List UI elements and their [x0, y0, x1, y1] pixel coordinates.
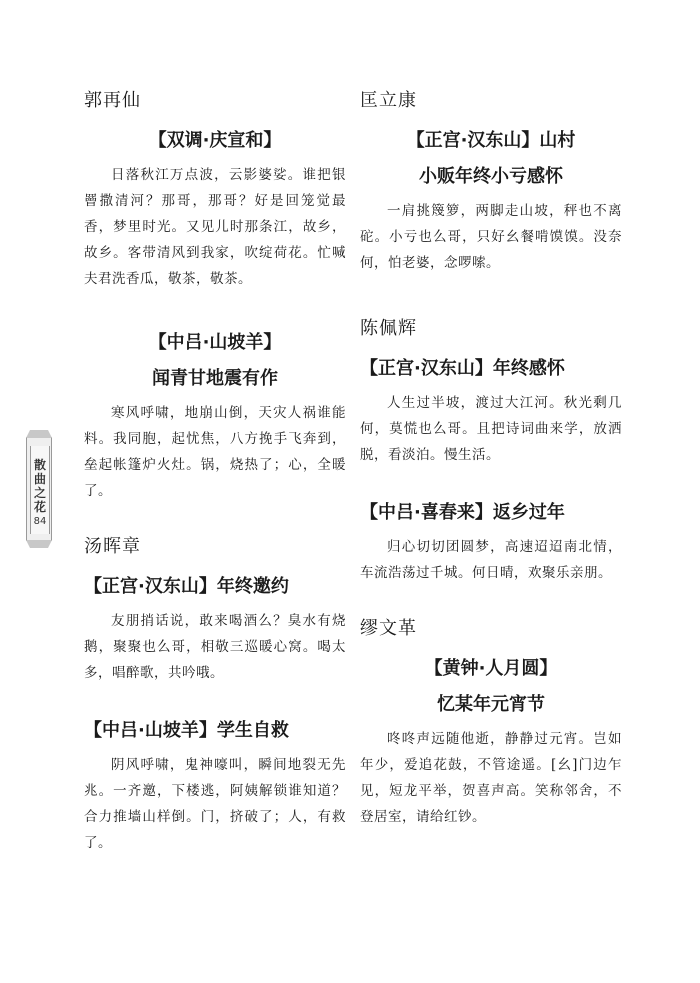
poem-title: 【中吕·喜春来】返乡过年: [360, 502, 565, 523]
author-name: 郭再仙: [84, 90, 141, 111]
poem-body: 归心切切团圆梦，高速迢迢南北情，车流浩荡过千城。何日晴，欢聚乐亲朋。: [360, 539, 622, 581]
poem-title: 【正宫·汉东山】年终感怀: [360, 358, 565, 379]
book-section-label: [31, 458, 49, 514]
poem-title: 【正宫·汉东山】山村: [406, 130, 576, 151]
poem-title: 【双调·庆宣和】: [148, 130, 282, 151]
section-char: 花: [33, 500, 46, 514]
poem-title: 【正宫·汉东山】年终邀约: [84, 576, 289, 597]
poem-body: 友朋捎话说，敢来喝酒么？臭水有烧鹅，聚聚也么哥，相敬三巡暖心窝。喝太多，唱醉歌，共吟哦。: [84, 613, 346, 681]
poem-block: [360, 616, 622, 830]
poem-body: 寒风呼啸，地崩山倒，天灾人祸谁能料。我同胞，起忧焦，八方挽手飞奔到，垒起帐篷炉火灶。锅，烧热了；心，全暖了。: [84, 405, 346, 499]
poem-block: [84, 716, 346, 856]
poem-subtitle: 忆某年元宵节: [437, 694, 545, 715]
tab-inner-frame: [30, 446, 50, 534]
right-column: [360, 88, 622, 830]
poem-body: 人生过半坡，渡过大江河。秋光剩几何，莫慌也么哥。且把诗词曲来学，放洒脱，看淡泊。慢生活。: [360, 395, 622, 463]
author-name: 陈佩辉: [360, 318, 417, 339]
author-name: 汤晖章: [84, 536, 141, 557]
poem-block: [360, 498, 622, 586]
poem-block: [360, 88, 622, 276]
poem-body: 阴风呼啸，鬼神嚎叫，瞬间地裂无先兆。一齐邀，下楼逃，阿姨解锁谁知道？合力推墙山样倒。门，挤破了；人，有救了。: [84, 757, 346, 851]
tab-cap-top: [26, 430, 52, 438]
poem-title: 【黄钟·人月圆】: [424, 658, 558, 679]
poem-block: [360, 316, 622, 468]
poem-subtitle: 小贩年终小亏感怀: [419, 166, 563, 187]
author-name: 匡立康: [360, 90, 417, 111]
section-char: 曲: [33, 472, 46, 486]
poem-block: [84, 88, 346, 292]
page-side-tab: [26, 437, 52, 541]
author-name: 缪文革: [360, 618, 417, 639]
poem-subtitle: 闻青甘地震有作: [152, 368, 278, 389]
poem-body: 一肩挑篾箩，两脚走山坡，秤也不离砣。小亏也么哥，只好幺餐啃馍馍。没奈何，怕老婆，念啰嗦。: [360, 203, 622, 271]
poem-block: [84, 534, 346, 686]
section-char: 之: [33, 486, 46, 500]
poem-title: 【中吕·山坡羊】学生自救: [84, 720, 289, 741]
tab-cap-bottom: [26, 540, 52, 548]
page-number: 84: [33, 516, 47, 527]
poem-body: 咚咚声远随他逝，静静过元宵。岂如年少，爱追花鼓，不管途遥。[幺]门边乍见，短龙平举，贺喜声高。笑称邻舍，不登居室，请给红钞。: [360, 731, 622, 825]
poem-body: 日落秋江万点波，云影婆娑。谁把银罾撒清河？那哥，那哥？好是回笼觉最香，梦里时光。又见儿时那条江，故乡，故乡。客带清风到我家，吹绽荷花。忙喊夫君洗香瓜，敬茶，敬茶。: [84, 167, 346, 287]
poem-block: [84, 328, 346, 504]
poem-title: 【中吕·山坡羊】: [148, 332, 282, 353]
left-column: [84, 88, 346, 856]
section-char: 散: [33, 458, 46, 472]
